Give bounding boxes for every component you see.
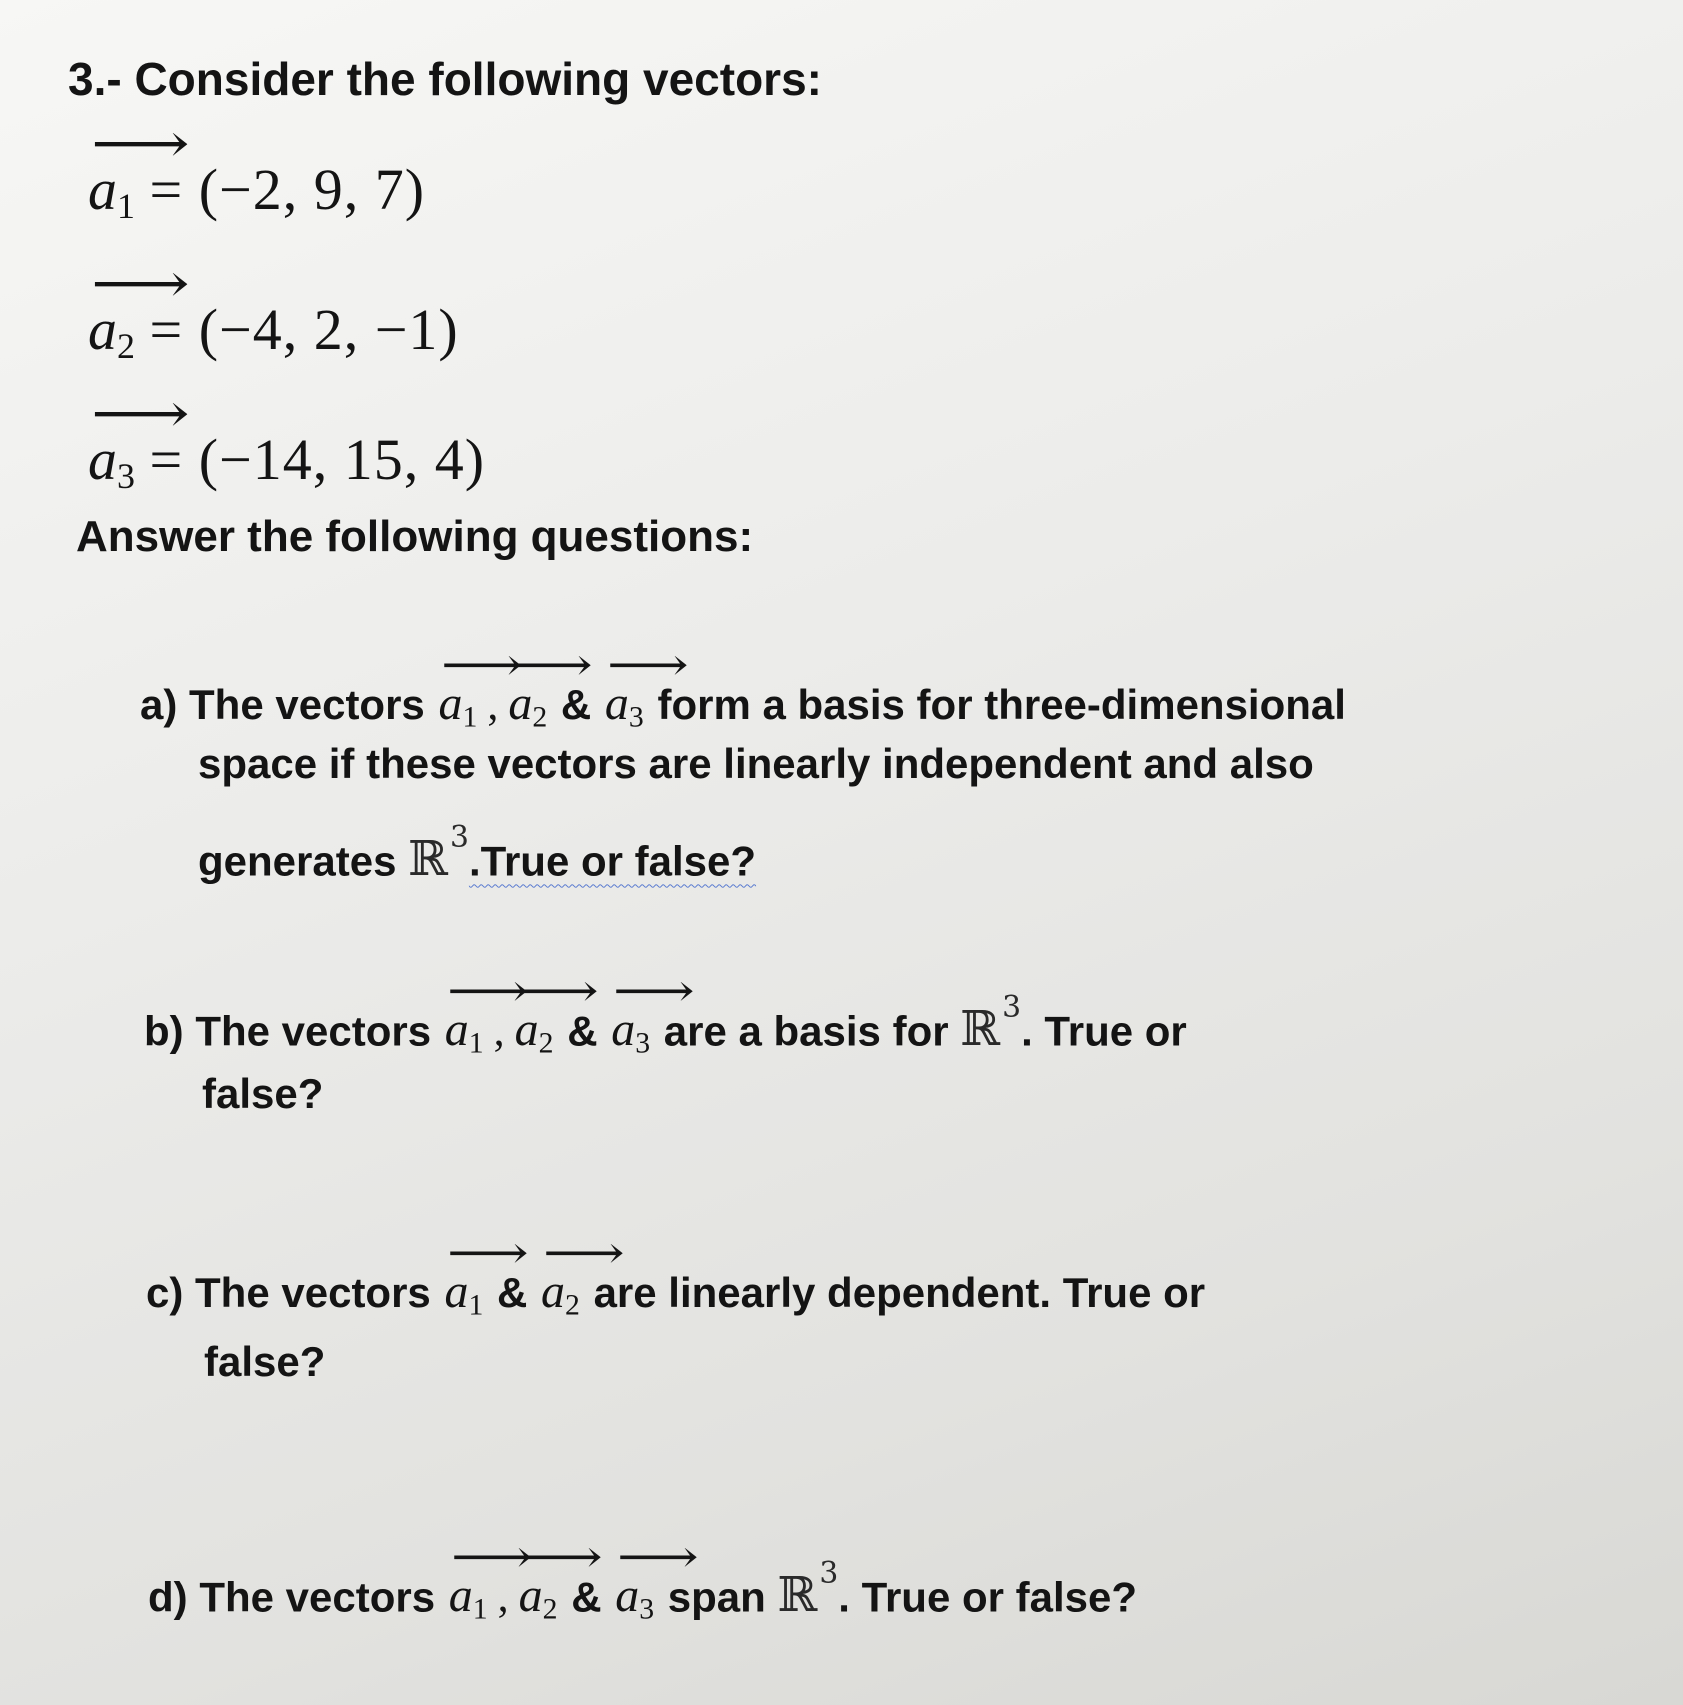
question-a-line3: generates ℝ$^3$.True or false? bbox=[198, 820, 757, 888]
vector-a3-symbol: ⟶ $a_3$ bbox=[611, 965, 696, 1060]
reals-r3-symbol: ℝ$^3$ bbox=[408, 820, 469, 888]
question-d-label: d) bbox=[148, 1573, 188, 1621]
vector-a3-symbol: ⟶ $a_3$ bbox=[604, 638, 689, 734]
vector-a1-symbol: ⟶ $a_1$ bbox=[444, 1226, 529, 1322]
vector-a3-symbol: ⟶ $a_3$ bbox=[88, 382, 190, 496]
question-d-lead: The vectors bbox=[199, 1573, 436, 1621]
question-c-lead: The vectors bbox=[195, 1269, 431, 1316]
question-a: a) The vectors ⟶ $a_1$ , ⟶ $a_2$ & ⟶ $a_3$ form a basis for three-dimensional bbox=[140, 638, 1346, 734]
question-c-line2: false? bbox=[204, 1338, 326, 1385]
reals-r3-symbol: ℝ$^3$ bbox=[777, 1556, 839, 1624]
answer-heading: Answer the following questions: bbox=[76, 512, 754, 561]
question-a-lead: The vectors bbox=[189, 681, 425, 728]
question-d: d) The vectors ⟶ $a_1$ , ⟶ $a_2$ & ⟶ $a_3$ span ℝ$^3$. True or false? bbox=[148, 1531, 1138, 1626]
vector-a2-symbol: ⟶ $a_2$ bbox=[514, 965, 599, 1060]
vector-a2-value: = (−4, 2, −1) bbox=[149, 297, 459, 362]
vector-a2-definition bbox=[88, 252, 459, 367]
vector-a3-definition bbox=[88, 382, 486, 497]
vector-a2-symbol: ⟶ $a_2$ bbox=[518, 1531, 603, 1626]
question-b-line2: false? bbox=[202, 1070, 324, 1117]
vector-a1-definition bbox=[88, 112, 426, 227]
question-c: c) The vectors ⟶ $a_1$ & ⟶ $a_2$ are linearly dependent. True or bbox=[146, 1226, 1206, 1322]
vector-a3-symbol: ⟶ $a_3$ bbox=[615, 1531, 700, 1626]
question-c-label: c) bbox=[146, 1269, 184, 1316]
problem-title: 3.- Consider the following vectors: bbox=[68, 53, 822, 105]
question-d-text: span bbox=[667, 1573, 766, 1621]
question-b: b) The vectors ⟶ $a_1$ , ⟶ $a_2$ & ⟶ $a_3$ are a basis for ℝ$^3$. True or bbox=[144, 965, 1187, 1060]
vector-a3-value: = (−14, 15, 4) bbox=[149, 427, 486, 492]
vector-a2-symbol: ⟶ $a_2$ bbox=[88, 252, 190, 366]
vector-a1-symbol: ⟶ $a_1$ bbox=[88, 112, 190, 226]
question-a-text: form a basis for three-dimensional bbox=[657, 681, 1346, 728]
question-b-text: are a basis for bbox=[663, 1007, 949, 1055]
question-a-prompt: .True or false? bbox=[468, 837, 757, 885]
vector-a2-symbol: ⟶ $a_2$ bbox=[541, 1226, 626, 1322]
question-c-text: are linearly dependent. True or bbox=[593, 1269, 1206, 1316]
reals-r3-symbol: ℝ$^3$ bbox=[960, 990, 1022, 1058]
vector-a2-symbol: ⟶ $a_2$ bbox=[508, 638, 593, 734]
question-b-label: b) bbox=[144, 1007, 184, 1055]
question-a-label: a) bbox=[140, 681, 178, 728]
question-a-line2: space if these vectors are linearly independent and also bbox=[198, 740, 1314, 787]
vector-a1-symbol: ⟶ $a_1$ bbox=[444, 965, 529, 1060]
question-b-lead: The vectors bbox=[195, 1007, 432, 1055]
vector-a1-symbol: ⟶ $a_1$ bbox=[448, 1531, 533, 1626]
vector-a1-value: = (−2, 9, 7) bbox=[149, 157, 426, 222]
vector-a1-symbol: ⟶ $a_1$ bbox=[438, 638, 523, 734]
